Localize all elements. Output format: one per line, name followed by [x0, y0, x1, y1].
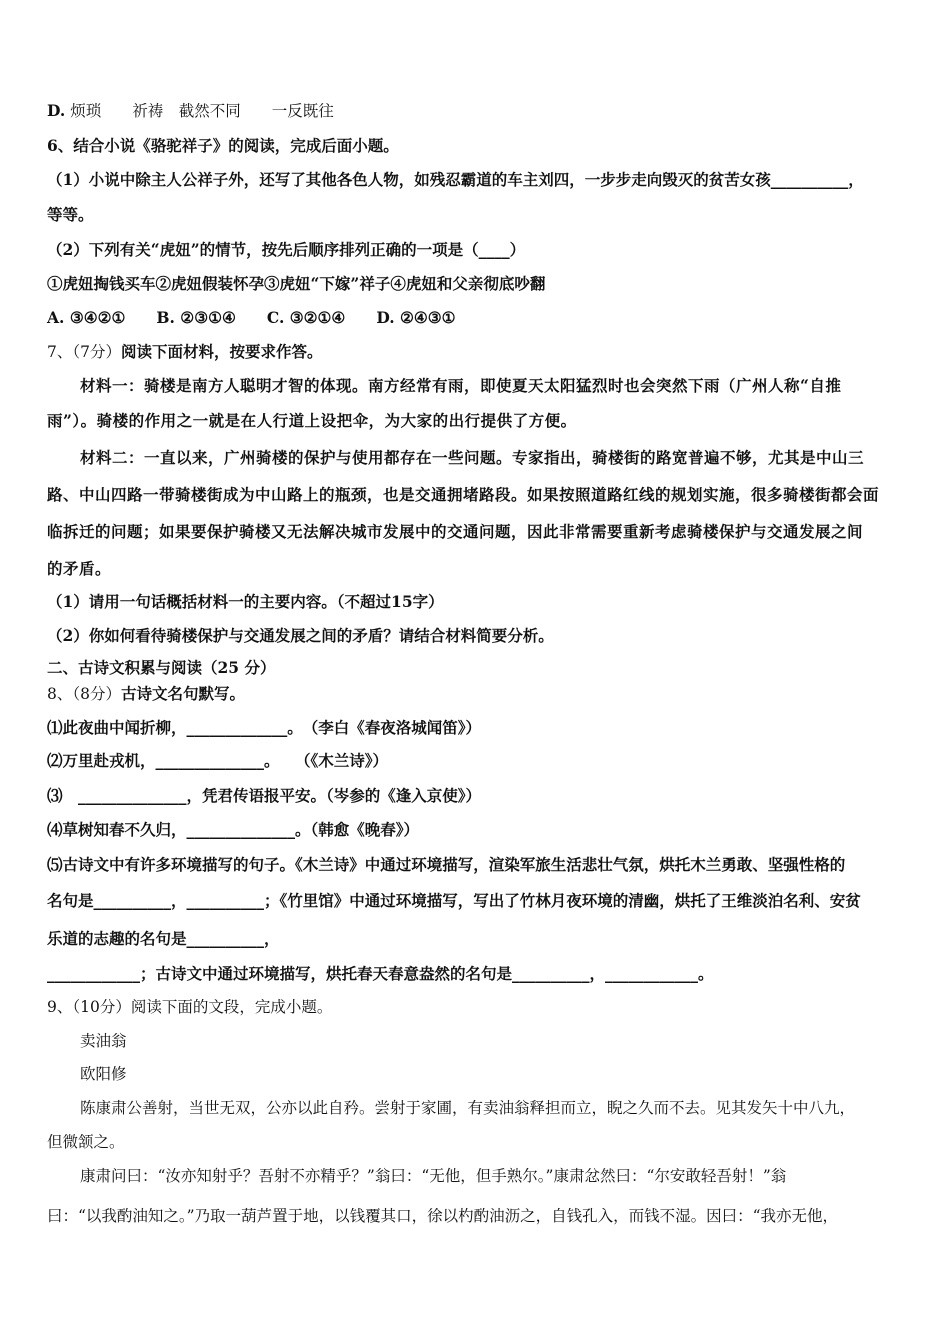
question-6-events: ①虎妞掏钱买车②虎妞假装怀孕③虎妞“下嫁”祥子④虎妞和父亲彻底吵翻	[47, 274, 546, 293]
poem-line-5-cont-3: ____________；古诗文中通过环境描写，烘托春天春意盎然的名句是__________，____________。	[47, 964, 714, 983]
question-7-instruction: 阅读下面材料，按要求作答。	[120, 342, 323, 361]
question-7-part-1: （1）请用一句话概括材料一的主要内容。（不超过15字）	[47, 592, 444, 611]
passage-para-1-line-1: 陈康肃公善射，当世无双，公亦以此自矜。尝射于家圃，有卖油翁释担而立，睨之久而不去。见其发矢十中八九，	[80, 1099, 856, 1117]
poem-line-4: ⑷草树知春不久归，______________。（韩愈《晚春》）	[47, 820, 420, 839]
material-2-line-2: 路、中山四路一带骑楼街成为中山路上的瓶颈，也是交通拥堵路段。如果按照道路红线的规划实施，很多骑楼街都会面	[47, 485, 880, 504]
passage-para-1-line-2: 但微颔之。	[47, 1133, 125, 1151]
section-2-heading: 二、古诗文积累与阅读（25 分）	[47, 658, 276, 677]
option-d-text: 烦琐 祈祷 截然不同 一反既往	[70, 102, 334, 120]
question-6-part-1: （1）小说中除主人公祥子外，还写了其他各色人物，如残忍霸道的车主刘四，一步步走向毁灭的贫苦女孩__________，	[47, 170, 864, 189]
passage-para-2-line-1: 康肃问曰：“汝亦知射乎？吾射不亦精乎？”翁曰：“无他，但手熟尔。”康肃忿然曰：“尔安敢轻吾射！”翁	[80, 1167, 787, 1185]
option-d-prefix: D.	[47, 101, 66, 120]
poem-line-5-cont-1: 名句是__________，__________；《竹里馆》中通过环境描写，写出了竹林月夜环境的清幽，烘托了王维淡泊名利、安贫	[47, 891, 861, 910]
question-6-options: A. ③④②① B. ②③①④ C. ③②①④ D. ②④③①	[47, 308, 456, 327]
passage-author: 欧阳修	[80, 1065, 127, 1083]
question-7-part-2: （2）你如何看待骑楼保护与交通发展之间的矛盾？请结合材料简要分析。	[47, 626, 554, 645]
poem-line-5: ⑸古诗文中有许多环境描写的句子。《木兰诗》中通过环境描写，渲染军旅生活悲壮气氛，烘托木兰勇敢、坚强性格的	[47, 855, 846, 874]
question-7-label: 7、（7分）	[47, 343, 121, 361]
passage-para-2-line-2: 曰：“以我酌油知之。”乃取一葫芦置于地，以钱覆其口，徐以杓酌油沥之，自钱孔入，而钱不湿。因曰：“我亦无他，	[47, 1207, 839, 1225]
question-9-heading: 9、（10分）阅读下面的文段，完成小题。	[47, 998, 333, 1016]
material-1-line-1: 材料一：骑楼是南方人聪明才智的体现。南方经常有雨，即使夏天太阳猛烈时也会突然下雨（广州人称“自推	[80, 376, 842, 395]
material-1-line-2: 雨”）。骑楼的作用之一就是在人行道上设把伞，为大家的出行提供了方便。	[47, 411, 577, 430]
poem-line-5-cont-2: 乐道的志趣的名句是__________，	[47, 929, 280, 948]
question-7-heading	[47, 342, 323, 362]
poem-line-2: ⑵万里赴戎机，______________。 （《木兰诗》）	[47, 751, 389, 770]
question-6-part-1-cont: 等等。	[47, 205, 94, 224]
material-2-line-3: 临拆迁的问题；如果要保护骑楼又无法解决城市发展中的交通问题，因此非常需要重新考虑骑楼保护与交通发展之间	[47, 522, 864, 541]
material-2-line-4: 的矛盾。	[47, 559, 112, 578]
material-2-line-1: 材料二：一直以来，广州骑楼的保护与使用都存在一些问题。专家指出，骑楼街的路宽普遍不够，尤其是中山三	[80, 448, 865, 467]
question-8-heading	[47, 684, 245, 704]
poem-line-3: ⑶ ______________，凭君传语报平安。（岑参的《逢入京使》）	[47, 786, 482, 805]
passage-title: 卖油翁	[80, 1032, 127, 1050]
question-6-part-2: （2）下列有关“虎妞”的情节，按先后顺序排列正确的一项是（____）	[47, 240, 526, 259]
question-8-label: 8、（8分）	[47, 685, 121, 703]
option-d-line	[47, 101, 334, 121]
poem-line-1: ⑴此夜曲中闻折柳，_____________。 （李白《春夜洛城闻笛》）	[47, 718, 482, 737]
question-8-instruction: 古诗文名句默写。	[120, 684, 245, 703]
question-6-heading: 6、结合小说《骆驼祥子》的阅读，完成后面小题。	[47, 136, 399, 155]
